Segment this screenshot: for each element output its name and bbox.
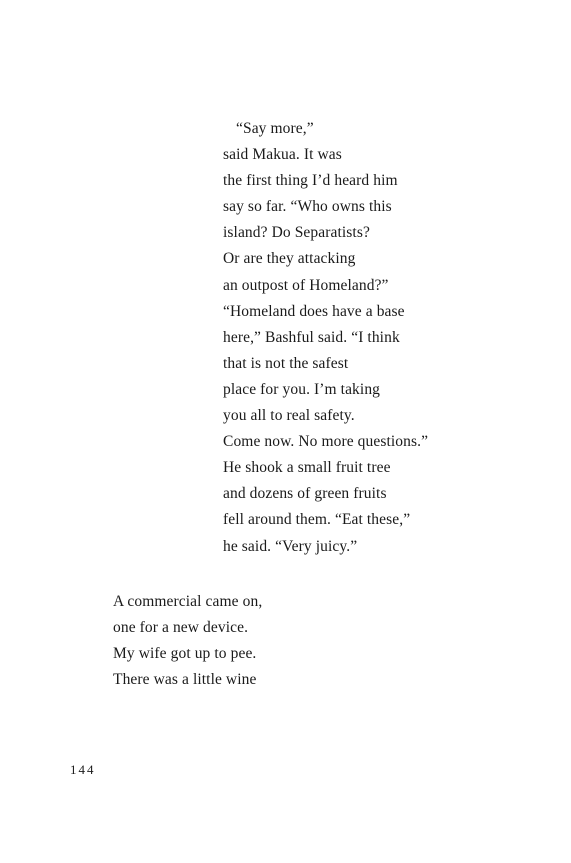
poem-line: “Homeland does have a base	[223, 302, 405, 320]
poem-line: one for a new device.	[113, 619, 249, 637]
poem-line: said Makua. It was	[223, 146, 342, 164]
poem-line: that is not the safest	[223, 354, 349, 372]
poem-stanza-dialogue	[223, 116, 428, 560]
poem-line: and dozens of green fruits	[223, 485, 387, 503]
poem-line: the first thing I’d heard him	[223, 172, 398, 190]
poem-stanza-narration	[113, 589, 262, 693]
poem-line: place for you. I’m taking	[223, 380, 381, 398]
poem-line: you all to real safety.	[223, 407, 355, 425]
poem-line: island? Do Separatists?	[223, 224, 370, 242]
poem-line: fell around them. “Eat these,”	[223, 511, 411, 529]
poem-line: There was a little wine	[113, 671, 257, 689]
poem-line: “Say more,”	[236, 120, 314, 137]
poem-line: My wife got up to pee.	[113, 645, 257, 663]
poem-line: an outpost of Homeland?”	[223, 276, 389, 294]
poem-line: say so far. “Who owns this	[223, 198, 392, 216]
poem-line: A commercial came on,	[113, 593, 263, 610]
poem-line: he said. “Very juicy.”	[223, 537, 358, 555]
poem-line: Come now. No more questions.”	[223, 433, 429, 451]
poem-line: Or are they attacking	[223, 250, 356, 268]
poem-line: here,” Bashful said. “I think	[223, 328, 400, 346]
page-number: 144	[70, 762, 96, 777]
poem-line: He shook a small fruit tree	[223, 459, 391, 477]
